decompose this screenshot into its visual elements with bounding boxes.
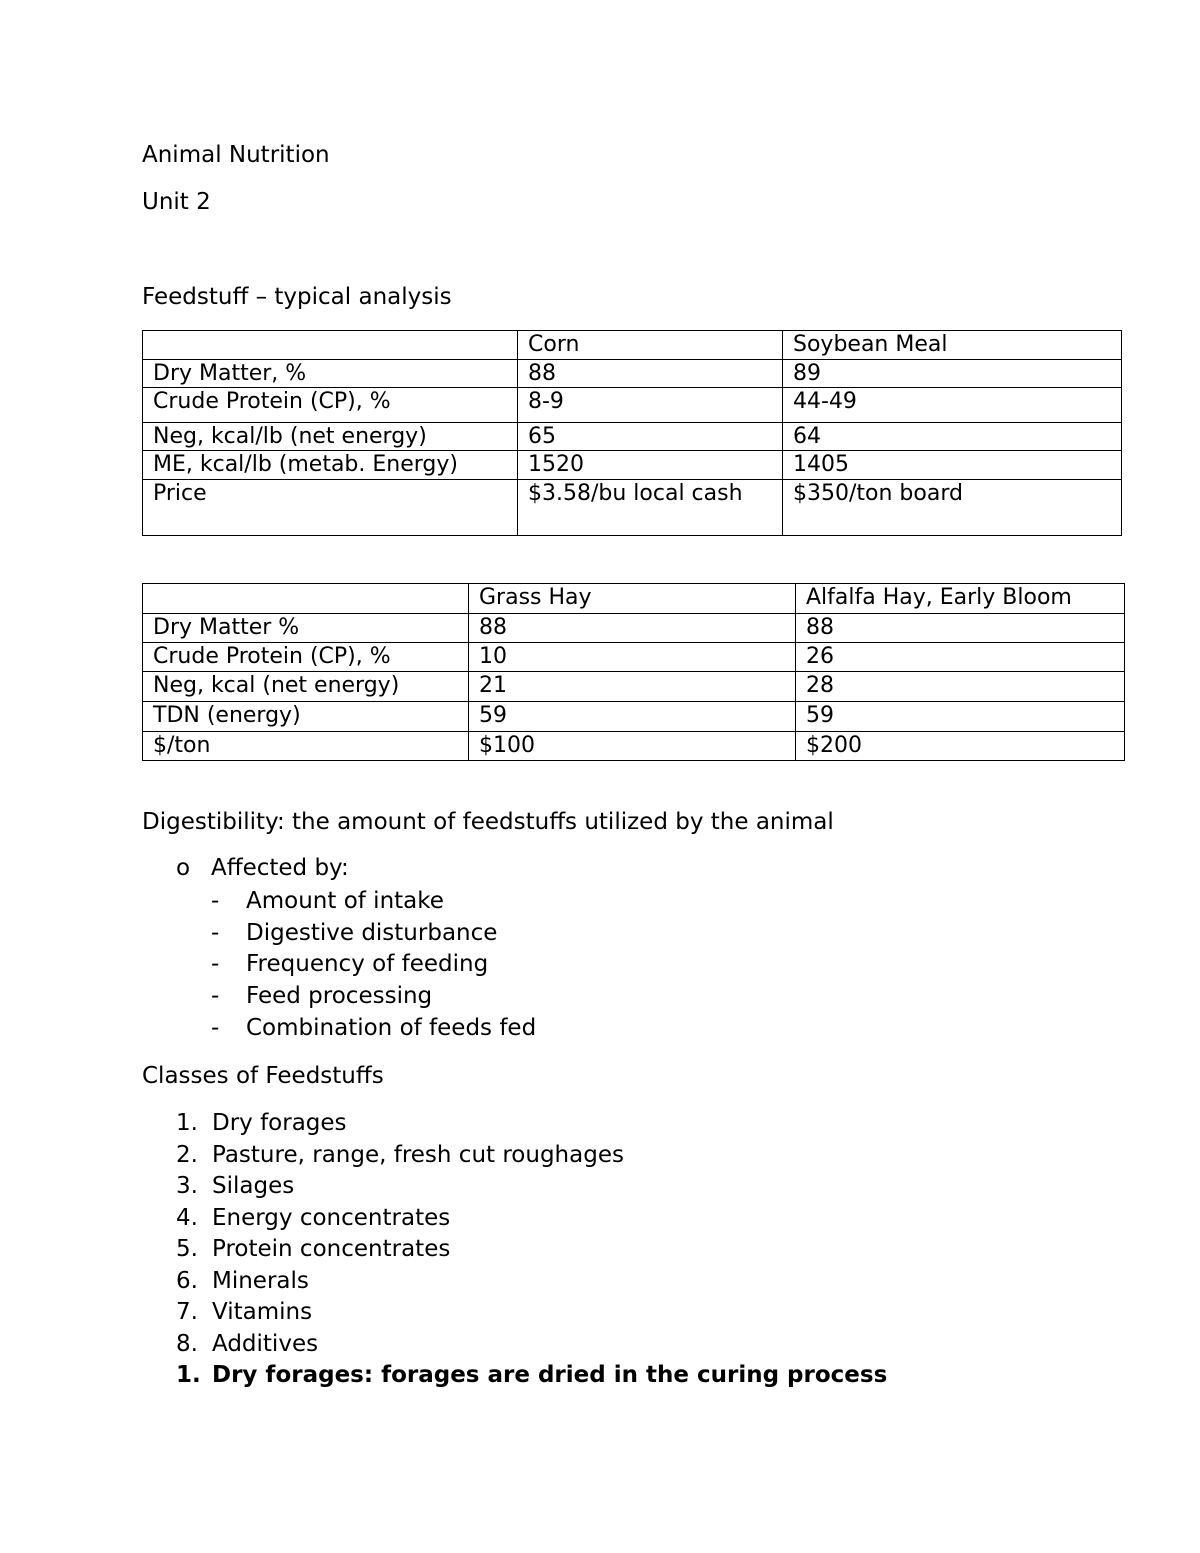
table-header-grass-hay: Grass Hay bbox=[469, 584, 796, 614]
table-row bbox=[143, 423, 1122, 451]
list-item: 2. Pasture, range, fresh cut roughages bbox=[176, 1141, 624, 1168]
table-cell: 8-9 bbox=[518, 388, 783, 423]
table-cell: $/ton bbox=[143, 732, 469, 761]
table-header-alfalfa-hay: Alfalfa Hay, Early Bloom bbox=[796, 584, 1125, 614]
table-row bbox=[143, 643, 1125, 672]
table-cell: 28 bbox=[796, 672, 1125, 702]
dry-forages-subheading: 1. Dry forages: forages are dried in the curing process bbox=[176, 1362, 888, 1388]
classes-list bbox=[176, 1108, 887, 1392]
table-cell: 89 bbox=[783, 360, 1122, 388]
table-cell bbox=[143, 584, 469, 614]
table-cell: Price bbox=[143, 480, 518, 536]
table-cell: 10 bbox=[469, 643, 796, 672]
table-cell: 65 bbox=[518, 423, 783, 451]
table-cell: 64 bbox=[783, 423, 1122, 451]
affected-by-label: Affected by: bbox=[211, 855, 349, 881]
circle-bullet-icon: o bbox=[176, 855, 191, 881]
dash-bullet-icon: - bbox=[211, 1014, 220, 1041]
feedstuff-table-corn-soybean bbox=[142, 330, 1122, 536]
table-row bbox=[143, 672, 1125, 702]
digestibility-definition: Digestibility: the amount of feedstuffs utilized by the animal bbox=[142, 809, 834, 835]
document-title: Animal Nutrition bbox=[142, 142, 330, 168]
unit-label: Unit 2 bbox=[142, 189, 211, 215]
section-heading: Feedstuff – typical analysis bbox=[142, 284, 452, 310]
list-item: - Amount of intake bbox=[211, 888, 444, 914]
list-item: 4. Energy concentrates bbox=[176, 1204, 451, 1231]
table-row bbox=[143, 614, 1125, 643]
table-cell: $200 bbox=[796, 732, 1125, 761]
table-row bbox=[143, 480, 1122, 536]
table-row bbox=[143, 451, 1122, 480]
table-cell: 26 bbox=[796, 643, 1125, 672]
list-item: - Digestive disturbance bbox=[211, 919, 498, 946]
table-cell: Crude Protein (CP), % bbox=[143, 643, 469, 672]
list-item: - Combination of feeds fed bbox=[211, 1014, 537, 1041]
list-item: 3. Silages bbox=[176, 1173, 295, 1199]
table-row bbox=[143, 702, 1125, 732]
table-row bbox=[143, 360, 1122, 388]
classes-heading: Classes of Feedstuffs bbox=[142, 1063, 384, 1089]
list-item: - Frequency of feeding bbox=[211, 951, 489, 978]
dash-bullet-icon: - bbox=[211, 951, 220, 978]
table-cell bbox=[143, 331, 518, 360]
table-header-soybean-meal: Soybean Meal bbox=[783, 331, 1122, 360]
table-cell: 44-49 bbox=[783, 388, 1122, 423]
list-item: 7. Vitamins bbox=[176, 1299, 313, 1325]
dash-bullet-icon: - bbox=[211, 983, 220, 1010]
table-cell: $100 bbox=[469, 732, 796, 761]
table-cell: Crude Protein (CP), % bbox=[143, 388, 518, 423]
table-row bbox=[143, 732, 1125, 761]
table-cell: TDN (energy) bbox=[143, 702, 469, 732]
table-cell: Dry Matter, % bbox=[143, 360, 518, 388]
dash-bullet-icon: - bbox=[211, 888, 220, 914]
list-item: 6. Minerals bbox=[176, 1267, 309, 1294]
table-cell: Neg, kcal/lb (net energy) bbox=[143, 423, 518, 451]
table-cell: Dry Matter % bbox=[143, 614, 469, 643]
table-cell: $3.58/bu local cash bbox=[518, 480, 783, 536]
dash-bullet-icon: - bbox=[211, 919, 220, 946]
feedstuff-table-hay bbox=[142, 583, 1125, 761]
table-cell: 1405 bbox=[783, 451, 1122, 480]
list-item: 1. Dry forages bbox=[176, 1110, 347, 1136]
table-cell: Neg, kcal (net energy) bbox=[143, 672, 469, 702]
table-cell: 1520 bbox=[518, 451, 783, 480]
table-header-row bbox=[143, 331, 1122, 360]
table-header-row bbox=[143, 584, 1125, 614]
table-cell: 59 bbox=[469, 702, 796, 732]
list-item: - Feed processing bbox=[211, 983, 433, 1010]
table-header-corn: Corn bbox=[518, 331, 783, 360]
table-cell: $350/ton board bbox=[783, 480, 1122, 536]
table-cell: 21 bbox=[469, 672, 796, 702]
list-item: 8. Additives bbox=[176, 1330, 319, 1357]
table-cell: 88 bbox=[796, 614, 1125, 643]
table-cell: 59 bbox=[796, 702, 1125, 732]
table-cell: 88 bbox=[469, 614, 796, 643]
affected-by-item bbox=[176, 854, 349, 882]
table-row bbox=[143, 388, 1122, 423]
list-item: 5. Protein concentrates bbox=[176, 1236, 451, 1262]
table-cell: 88 bbox=[518, 360, 783, 388]
table-cell: ME, kcal/lb (metab. Energy) bbox=[143, 451, 518, 480]
digestibility-factor-list bbox=[211, 886, 536, 1044]
